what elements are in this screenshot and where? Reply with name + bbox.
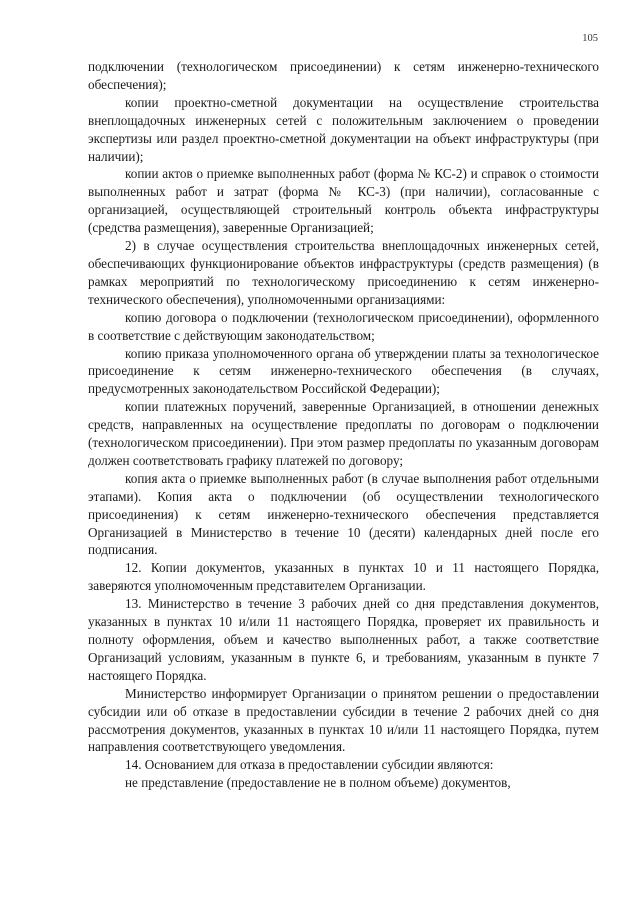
document-body <box>88 58 599 792</box>
paragraph: копии актов о приемке выполненных работ (форма № КС-2) и справок о стоимости выполненных работ и затрат (форма № КС-3) (при наличии), согласованные с организацией, осуществляющей строительный контроль объекта инфраструктуры (средства размещения), заверенные Организацией; <box>88 166 599 236</box>
paragraph: 14. Основанием для отказа в предоставлении субсидии являются: <box>125 757 494 773</box>
paragraph: подключении (технологическом присоединении) к сетям инженерно-технического обеспечения); <box>88 59 599 92</box>
paragraph: копия акта о приемке выполненных работ (в случае выполнения работ отдельными этапами). Копия акта о подключении (об осуществлении технологического присоединения) к сетям инженерно-технического обеспечения представляется Организацией в Министерство в течение 10 (десяти) календарных дней после его подписания. <box>88 470 599 558</box>
paragraph: копию приказа уполномоченного органа об утверждении платы за технологическое присоединение к сетям инженерно-технического обеспечения (в случаях, предусмотренных законодательством Российской Федерации); <box>88 345 599 397</box>
paragraph: копию договора о подключении (технологическом присоединении), оформленного в соответствие с действующим законодательством; <box>88 309 599 343</box>
paragraph: копии платежных поручений, заверенные Организацией, в отношении денежных средств, направленных на осуществление предоплаты по договорам о подключении (технологическом присоединении). При этом размер предоплаты по указанным договорам должен соответствовать графику платежей по договору; <box>88 399 599 468</box>
paragraph: 12. Копии документов, указанных в пунктах 10 и 11 настоящего Порядка, заверяются уполномоченным представителем Организации. <box>88 560 599 594</box>
paragraph: 2) в случае осуществления строительства внеплощадочных инженерных сетей, обеспечивающих функционирование объектов инфраструктуры (средств размещения) (в рамках мероприятий по технологическому присоединению к сетям инженерно-технического обеспечения), уполномоченными организациями: <box>88 238 599 307</box>
paragraph: Министерство информирует Организации о принятом решении о предоставлении субсидии или об отказе в предоставлении субсидии в течение 2 рабочих дней со дня рассмотрения документов, указанных в пунктах 10 и/или 11 настоящего Порядка, путем направления соответствующего уведомления. <box>88 685 599 755</box>
page-number: 105 <box>582 33 598 44</box>
paragraph: не представление (предоставление не в полном объеме) документов, <box>125 775 511 791</box>
paragraph: копии проектно-сметной документации на осуществление строительства внеплощадочных инженерных сетей с положительным заключением о проведении экспертизы или раздел проектно-сметной документации на объект инфраструктуры (при наличии); <box>88 94 599 164</box>
paragraph: 13. Министерство в течение 3 рабочих дней со дня представления документов, указанных в пунктах 10 и/или 11 настоящего Порядка, проверяет их правильность и полноту оформления, объем и качество выполненных работ, а также соответствие Организаций условиям, указанным в пункте 6, и требованиям, указанным в пункте 7 настоящего Порядка. <box>88 596 599 683</box>
